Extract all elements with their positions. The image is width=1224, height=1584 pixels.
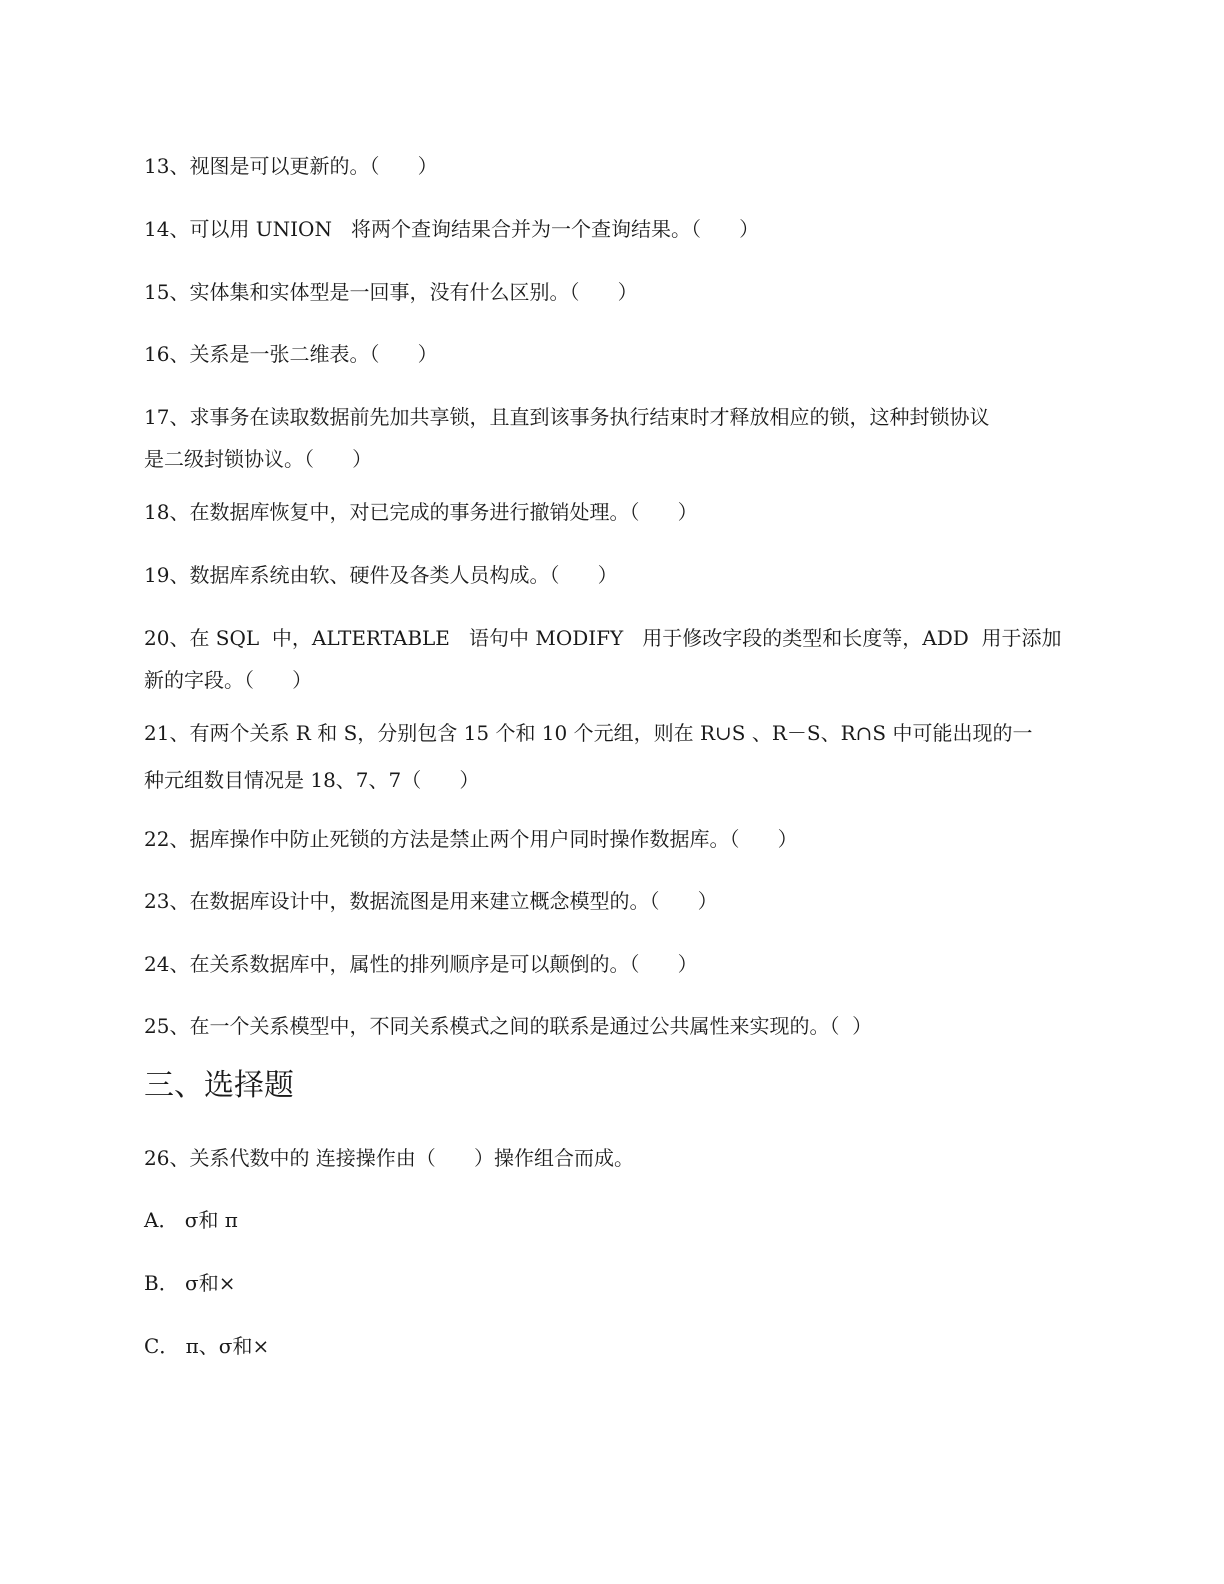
statement-17-line-2: 是二级封锁协议。（ ） — [144, 447, 373, 471]
statement-15: 15、实体集和实体型是一回事，没有什么区别。（ ） — [144, 280, 638, 304]
statement-20-line-2: 新的字段。（ ） — [144, 668, 313, 692]
statement-18: 18、在数据库恢复中，对已完成的事务进行撤销处理。（ ） — [144, 500, 698, 524]
statement-16: 16、关系是一张二维表。（ ） — [144, 342, 438, 366]
statement-14: 14、可以用 UNION 将两个查询结果合并为一个查询结果。（ ） — [144, 217, 760, 241]
option-a: A． σ和 π — [144, 1208, 238, 1232]
statement-22: 22、据库操作中防止死锁的方法是禁止两个用户同时操作数据库。（ ） — [144, 827, 798, 851]
statement-17-line-1: 17、求事务在读取数据前先加共享锁，且直到该事务执行结束时才释放相应的锁，这种封锁协议 — [144, 405, 990, 429]
option-c: C． π、σ和× — [144, 1334, 270, 1358]
statement-25: 25、在一个关系模型中，不同关系模式之间的联系是通过公共属性来实现的。（ ） — [144, 1014, 873, 1038]
statement-20-line-1: 20、在 SQL 中，ALTERTABLE 语句中 MODIFY 用于修改字段的类型和长度等，ADD 用于添加 — [144, 626, 1062, 650]
question-26: 26、关系代数中的 连接操作由（ ）操作组合而成。 — [144, 1146, 634, 1170]
statement-19: 19、数据库系统由软、硬件及各类人员构成。（ ） — [144, 563, 618, 587]
option-b: B． σ和× — [144, 1271, 236, 1295]
section-heading: 三、选择题 — [144, 1068, 294, 1103]
statement-23: 23、在数据库设计中，数据流图是用来建立概念模型的。（ ） — [144, 889, 718, 913]
statement-21-line-1: 21、有两个关系 R 和 S，分别包含 15 个和 10 个元组，则在 R∪S 、R－S、R∩S 中可能出现的一 — [144, 721, 1033, 745]
statement-13: 13、视图是可以更新的。（ ） — [144, 154, 438, 178]
statement-21-line-2: 种元组数目情况是 18、7、7（ ） — [144, 768, 480, 792]
statement-24: 24、在关系数据库中，属性的排列顺序是可以颠倒的。（ ） — [144, 952, 698, 976]
